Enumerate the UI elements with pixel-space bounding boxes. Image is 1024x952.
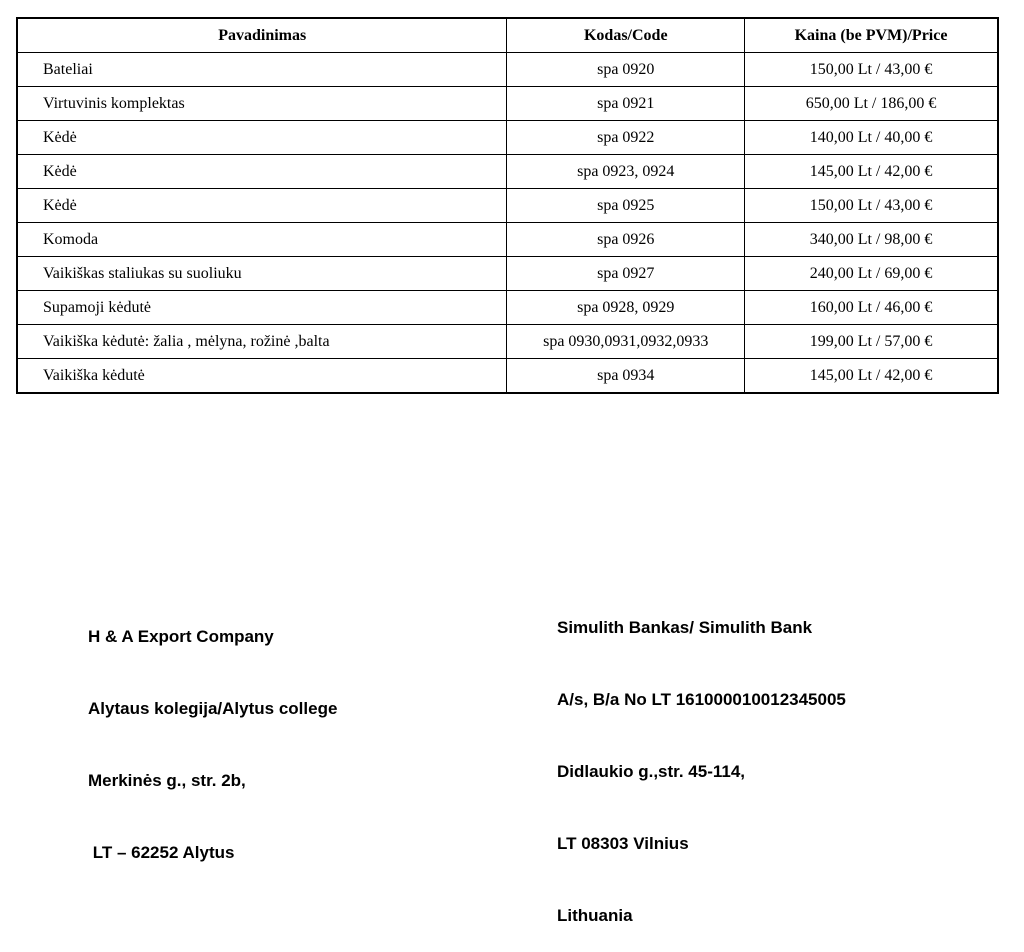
- header-code: Kodas/Code: [507, 18, 745, 53]
- bank-country: Lithuania: [557, 906, 633, 925]
- bank-postal-city: LT 08303 Vilnius: [557, 834, 689, 853]
- product-code-cell: spa 0934: [507, 359, 745, 394]
- table-row: [17, 291, 998, 325]
- product-code-cell: spa 0920: [507, 53, 745, 87]
- table-row: [17, 325, 998, 359]
- product-code-cell: spa 0927: [507, 257, 745, 291]
- bank-name: Simulith Bankas/ Simulith Bank: [557, 618, 813, 637]
- table-row: [17, 155, 998, 189]
- product-name-cell: Virtuvinis komplektas: [17, 87, 507, 121]
- table-row: [17, 189, 998, 223]
- product-price-cell: 150,00 Lt / 43,00 €: [745, 189, 998, 223]
- table-row: [17, 359, 998, 394]
- product-price-cell: 145,00 Lt / 42,00 €: [745, 359, 998, 394]
- product-name-cell: Kėdė: [17, 121, 507, 155]
- product-price-cell: 145,00 Lt / 42,00 €: [745, 155, 998, 189]
- header-name: Pavadinimas: [17, 18, 507, 53]
- company-postal-city: LT – 62252 Alytus: [88, 843, 235, 862]
- product-code-cell: spa 0928, 0929: [507, 291, 745, 325]
- product-price-cell: 160,00 Lt / 46,00 €: [745, 291, 998, 325]
- product-code-cell: spa 0925: [507, 189, 745, 223]
- bank-street: Didlaukio g.,str. 45-114,: [557, 762, 746, 781]
- product-price-cell: 340,00 Lt / 98,00 €: [745, 223, 998, 257]
- table-row: [17, 53, 998, 87]
- product-price-cell: 650,00 Lt / 186,00 €: [745, 87, 998, 121]
- table-row: [17, 223, 998, 257]
- product-name-cell: Supamoji kėdutė: [17, 291, 507, 325]
- company-college: Alytaus kolegija/Alytus college: [88, 699, 338, 718]
- product-name-cell: Kėdė: [17, 189, 507, 223]
- bank-details-block: [557, 568, 846, 952]
- product-name-cell: Bateliai: [17, 53, 507, 87]
- product-price-cell: 199,00 Lt / 57,00 €: [745, 325, 998, 359]
- company-street: Merkinės g., str. 2b,: [88, 771, 246, 790]
- product-name-cell: Kėdė: [17, 155, 507, 189]
- product-code-cell: spa 0926: [507, 223, 745, 257]
- product-price-cell: 150,00 Lt / 43,00 €: [745, 53, 998, 87]
- product-code-cell: spa 0922: [507, 121, 745, 155]
- product-name-cell: Vaikiškas staliukas su suoliuku: [17, 257, 507, 291]
- product-code-cell: spa 0923, 0924: [507, 155, 745, 189]
- table-row: [17, 87, 998, 121]
- table-row: [17, 257, 998, 291]
- table-header-row: [17, 18, 998, 53]
- header-price: Kaina (be PVM)/Price: [745, 18, 998, 53]
- product-name-cell: Vaikiška kėdutė: žalia , mėlyna, rožinė ,balta: [17, 325, 507, 359]
- company-name: H & A Export Company: [88, 627, 274, 646]
- product-price-cell: 140,00 Lt / 40,00 €: [745, 121, 998, 155]
- company-address-block: [88, 577, 337, 889]
- product-name-cell: Komoda: [17, 223, 507, 257]
- product-price-cell: 240,00 Lt / 69,00 €: [745, 257, 998, 291]
- product-code-cell: spa 0921: [507, 87, 745, 121]
- product-name-cell: Vaikiška kėdutė: [17, 359, 507, 394]
- table-row: [17, 121, 998, 155]
- product-code-cell: spa 0930,0931,0932,0933: [507, 325, 745, 359]
- bank-account: A/s, B/a No LT 161000010012345005: [557, 690, 846, 709]
- price-table: [16, 17, 999, 394]
